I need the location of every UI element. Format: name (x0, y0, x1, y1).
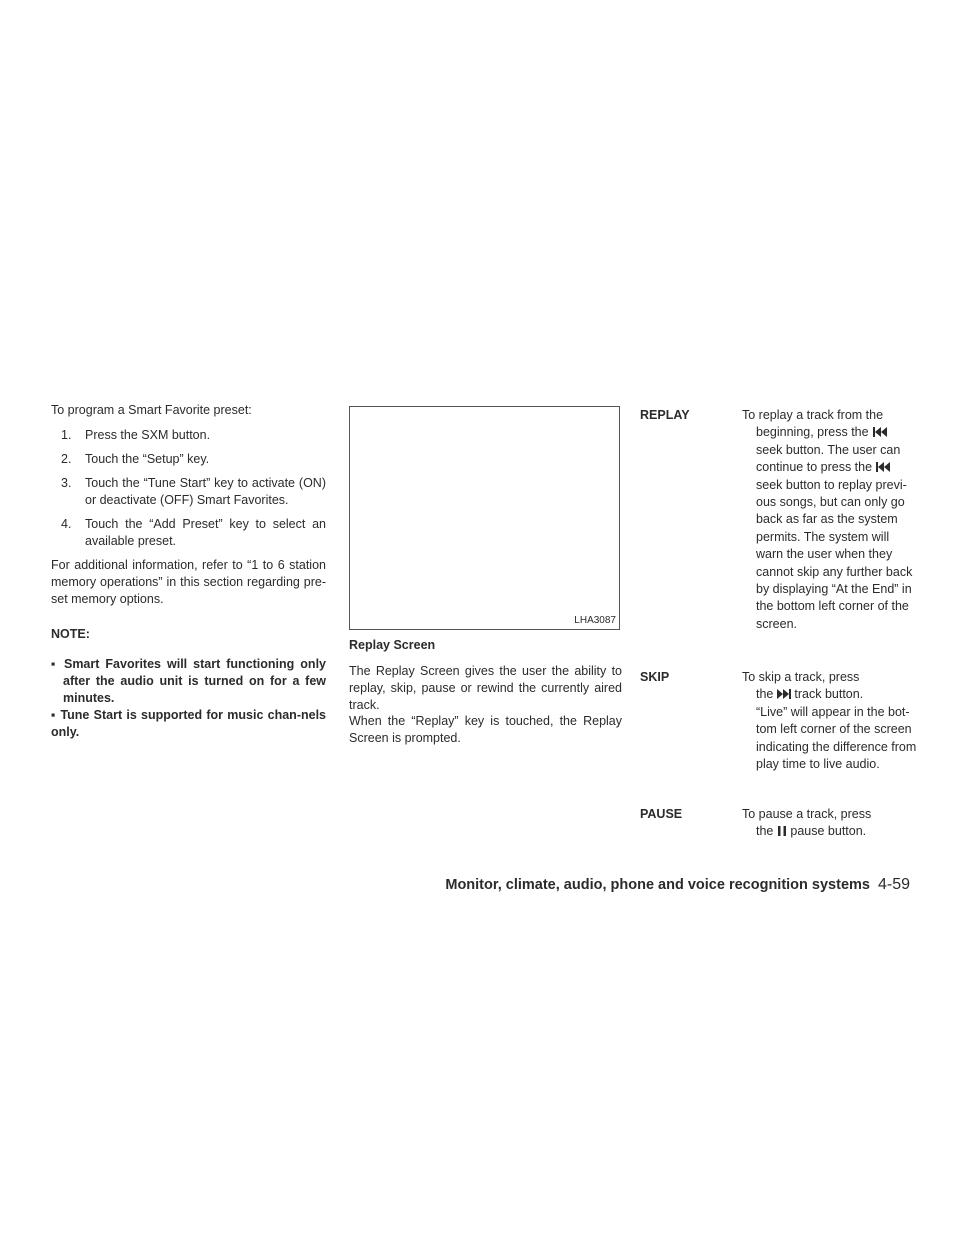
skip-forward-icon (777, 689, 791, 699)
def-text: continue to press the (756, 460, 873, 475)
def-text: pause button. (790, 824, 867, 839)
term-pause: PAUSE (640, 807, 683, 821)
step-text: Touch the “Add Preset” key to select an available preset. (85, 517, 326, 548)
replay-key-note: When the “Replay” key is touched, the Replay Screen is prompted. (349, 714, 622, 745)
intro-text: To program a Smart Favorite preset: (51, 403, 252, 417)
page-footer (445, 876, 910, 894)
def-line: To skip a track, press (742, 670, 860, 684)
note-item: ▪ Smart Favorites will start functioning only after the audio unit is turned on for a few minutes. (51, 657, 326, 705)
def-text: the (756, 824, 774, 839)
def-rest: seek button to replay previ-ous songs, but can only go back as far as the system permits. The system will warn the user when they cannot skip any further back by displaying “At the End” in the bottom left corner of the screen. (756, 477, 913, 631)
def-rest: “Live” will appear in the bot-tom left corner of the screen indicating the difference from play time to live audio. (756, 704, 917, 772)
def-text: the (756, 687, 774, 702)
def-text: beginning, press the (756, 425, 869, 440)
additional-info: For additional information, refer to “1 to 6 station memory operations” in this section regarding pre-set memory options. (51, 558, 326, 606)
def-replay (742, 407, 917, 633)
replay-screen-figure (349, 406, 620, 630)
step-number: 1. (61, 428, 72, 442)
replay-screen-description: The Replay Screen gives the user the ability to replay, skip, pause or rewind the currently aired track. (349, 664, 622, 712)
step-text: Touch the “Tune Start” key to activate (ON) or deactivate (OFF) Smart Favorites. (85, 476, 326, 507)
def-line: To replay a track from the (742, 408, 884, 422)
step-number: 4. (61, 517, 72, 531)
def-line (742, 823, 917, 840)
def-line: seek button. The user can (756, 442, 901, 457)
step-number: 3. (61, 476, 72, 490)
def-line (742, 459, 917, 476)
def-line (742, 424, 917, 441)
pause-icon (777, 826, 787, 836)
page-number: 4-59 (877, 876, 910, 893)
step-item (51, 451, 326, 468)
def-pause (742, 806, 917, 841)
term-skip: SKIP (640, 670, 670, 684)
step-item (51, 427, 326, 444)
term-replay: REPLAY (640, 408, 690, 422)
seek-back-icon (876, 462, 890, 472)
step-item (51, 475, 326, 509)
def-text: track button. (794, 687, 864, 702)
note-item: ▪ Tune Start is supported for music chan-nels only. (51, 708, 326, 739)
seek-back-icon (873, 427, 887, 437)
step-text: Touch the “Setup” key. (85, 452, 210, 466)
replay-screen-heading: Replay Screen (349, 638, 436, 652)
steps-list (51, 427, 326, 550)
left-column (51, 402, 326, 741)
step-text: Press the SXM button. (85, 428, 211, 442)
def-skip (742, 669, 917, 773)
def-line (742, 686, 917, 703)
figure-label: LHA3087 (574, 615, 616, 626)
step-item (51, 516, 326, 550)
footer-title: Monitor, climate, audio, phone and voice recognition systems (445, 877, 870, 893)
step-number: 2. (61, 452, 72, 466)
def-line: To pause a track, press (742, 807, 872, 821)
note-heading: NOTE: (51, 627, 90, 641)
